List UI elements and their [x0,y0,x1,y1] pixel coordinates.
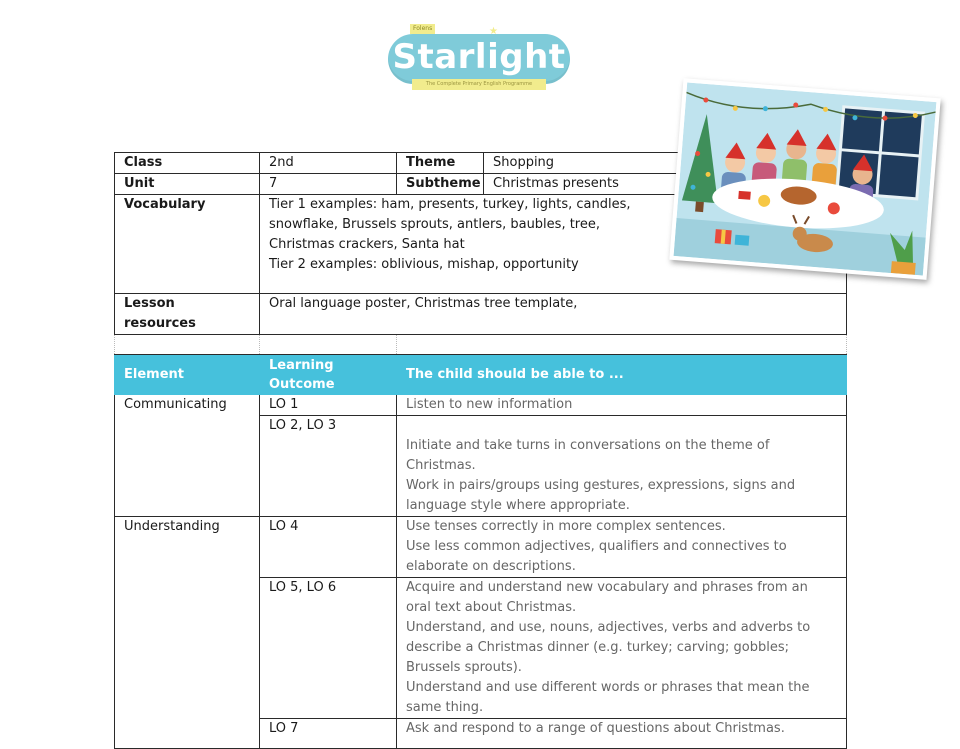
outcome-line: language style where appropriate. [406,498,630,513]
logo-tagline: The Complete Primary English Programme [412,79,546,90]
vocabulary-line: Tier 2 examples: oblivious, mishap, opportunity [269,257,579,272]
outcome-line: Use tenses correctly in more complex sentences. [406,519,726,534]
resources-row [115,294,847,335]
outcome-line: Acquire and understand new vocabulary and phrases from an [406,580,808,595]
lo-cell: LO 5, LO 6 [260,578,397,719]
subtheme-label: Subtheme [397,174,484,195]
theme-label: Theme [397,153,484,174]
outcome-line: Work in pairs/groups using gestures, expressions, signs and [406,478,796,493]
lo-cell: LO 1 [260,395,397,416]
spacer-row [115,335,847,355]
outcomes-header-row [115,355,847,395]
outcome-line: Use less common adjectives, qualifiers and connectives to [406,539,787,554]
star-icon: ★ [489,26,498,37]
outcome-description [397,517,847,578]
element-cell: Communicating [115,395,260,517]
outcome-line: Ask and respond to a range of questions about Christmas. [406,721,785,736]
lo-cell: LO 7 [260,719,397,749]
unit-value: 7 [260,174,397,195]
spacer-cell [115,335,260,355]
outcome-description [397,416,847,517]
lo-cell: LO 4 [260,517,397,578]
outcome-description [397,395,847,416]
outcome-line: Brussels sprouts). [406,660,522,675]
spacer-cell [397,335,847,355]
child-should-header: The child should be able to ... [397,355,847,395]
christmas-dinner-illustration [669,78,940,280]
logo-publisher: Folens [410,24,435,34]
outcome-line: Understand and use different words or phrases that mean the [406,680,810,695]
outcome-line: elaborate on descriptions. [406,559,576,574]
class-value: 2nd [260,153,397,174]
outcome-row [115,395,847,416]
vocabulary-label: Vocabulary [115,195,260,294]
outcome-line: describe a Christmas dinner (e.g. turkey; carving; gobbles; [406,640,790,655]
outcome-description [397,578,847,719]
theme-value: Shopping [484,153,847,174]
subtheme-value: Christmas presents [484,174,847,195]
class-label: Class [115,153,260,174]
lo-cell: LO 2, LO 3 [260,416,397,517]
illustration-svg [674,82,937,275]
resources-value: Oral language poster, Christmas tree template, [260,294,847,335]
resources-label: Lesson resources [115,294,260,335]
outcome-line: Listen to new information [406,397,573,412]
learning-outcome-header: Learning Outcome [260,355,397,395]
outcome-line: same thing. [406,700,484,715]
outcome-row [115,517,847,578]
vocabulary-line: Tier 1 examples: ham, presents, turkey, lights, candles, [269,197,631,212]
unit-label: Unit [115,174,260,195]
outcome-line: oral text about Christmas. [406,600,577,615]
vocabulary-line: snowflake, Brussels sprouts, antlers, baubles, tree, [269,217,600,232]
starlight-logo [386,24,572,92]
outcome-line: Understand, and use, nouns, adjectives, verbs and adverbs to [406,620,811,635]
vocabulary-line: Christmas crackers, Santa hat [269,237,465,252]
outcome-description [397,719,847,749]
element-cell: Understanding [115,517,260,749]
logo-word: Starlight [392,37,566,77]
outcome-line: Christmas. [406,458,476,473]
outcome-line: Initiate and take turns in conversations on the theme of [406,438,770,453]
element-header: Element [115,355,260,395]
outcome-line [406,416,837,436]
spacer-cell [260,335,397,355]
